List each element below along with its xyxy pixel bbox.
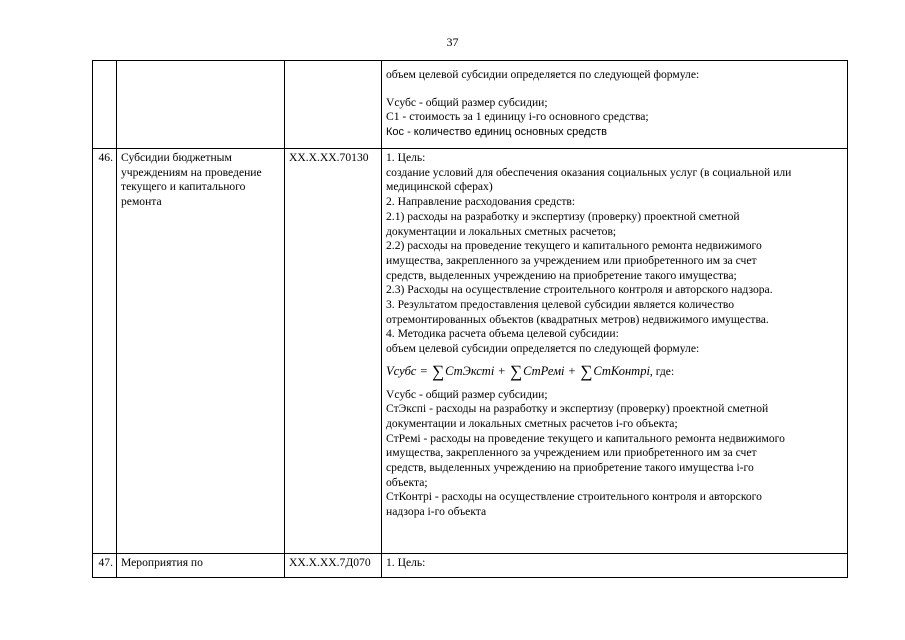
- description-line: СтКонтрi - расходы на осуществление строительного контроля и авторского: [386, 490, 762, 504]
- description-line: С1 - стоимость за 1 единицу i-го основного средства;: [386, 110, 649, 124]
- description-line: имущества, закрепленного за учреждением или приобретенного им за счет: [386, 253, 757, 267]
- row-number: 46.: [93, 149, 117, 554]
- table-row-continued: [93, 61, 848, 149]
- description-line: медицинской сферах): [386, 180, 493, 194]
- page-number: 37: [446, 35, 459, 49]
- description-cell: 1. Цель:: [382, 554, 848, 578]
- description-line: средств, выделенных учреждению на приобретение такого имущества;: [386, 268, 737, 282]
- row-code: XX.X.XX.70130: [285, 149, 382, 554]
- sum-symbol: ∑: [580, 361, 593, 381]
- description-line: надзора i-го объекта: [386, 505, 487, 519]
- description-line: 4. Методика расчета объема целевой субсидии:: [386, 327, 619, 341]
- name-cell: [117, 61, 285, 149]
- description-line: Vсубс - общий размер субсидии;: [386, 95, 548, 109]
- table-row-47: [93, 554, 848, 578]
- description-line: 3. Результатом предоставления целевой субсидии является количество: [386, 298, 735, 312]
- formula-term: СтКонтрi: [593, 363, 650, 378]
- description-line: имущества, закрепленного за учреждением или приобретенного им за счет: [386, 446, 757, 460]
- description-line: 1. Цель:: [386, 151, 426, 164]
- description-line: СтЭкспi - расходы на разработку и экспертизу (проверку) проектной сметной: [386, 402, 769, 416]
- row-number-cell: [93, 61, 117, 149]
- formula-term: СтРемi +: [523, 363, 577, 378]
- formula-lhs: Vсубс =: [386, 363, 428, 378]
- row-number: 47.: [93, 554, 117, 578]
- description-line: объекта;: [386, 475, 428, 489]
- description-line: Кос - количество единиц основных средств: [386, 126, 607, 139]
- description-line: документации и локальных сметных расчетов;: [386, 224, 617, 238]
- description-line: 2. Направление расходования средств:: [386, 195, 576, 209]
- subsidy-table: [92, 60, 848, 578]
- description-line: 2.1) расходы на разработку и экспертизу (проверку) проектной сметной: [386, 209, 740, 223]
- row-name: Мероприятия по: [117, 554, 285, 578]
- description-line: документации и локальных сметных расчетов i-го объекта;: [386, 416, 678, 430]
- row-code: XX.X.XX.7Д070: [285, 554, 382, 578]
- formula-term: СтЭкстi +: [445, 363, 506, 378]
- description-cell: [382, 149, 848, 554]
- table-row-46: [93, 149, 848, 554]
- formula-tail: , где:: [649, 364, 675, 378]
- description-line: объем целевой субсидии определяется по следующей формуле:: [386, 342, 700, 356]
- description-line: 2.2) расходы на проведение текущего и капитального ремонта недвижимого: [386, 239, 762, 253]
- description-line: средств, выделенных учреждению на приобретение такого имущества i-го: [386, 461, 754, 475]
- code-cell: [285, 61, 382, 149]
- description-line: СтРемi - расходы на проведение текущего и капитального ремонта недвижимого: [386, 431, 785, 445]
- row-name: Субсидии бюджетным учреждениям на проведение текущего и капитального ремонта: [117, 149, 285, 554]
- description-cell: [382, 61, 848, 149]
- sum-symbol: ∑: [509, 361, 523, 381]
- description-line: Vсубс - общий размер субсидии;: [386, 387, 548, 401]
- sum-symbol: ∑: [432, 361, 445, 381]
- description-line: создание условий для обеспечения оказания социальных услуг (в социальной или: [386, 165, 792, 179]
- description-line: 2.3) Расходы на осуществление строительного контроля и авторского надзора.: [386, 283, 773, 297]
- description-line: отремонтированных объектов (квадратных метров) недвижимого имущества.: [386, 312, 769, 326]
- description-line: объем целевой субсидии определяется по следующей формуле:: [386, 68, 700, 81]
- subsidy-formula: [386, 361, 844, 381]
